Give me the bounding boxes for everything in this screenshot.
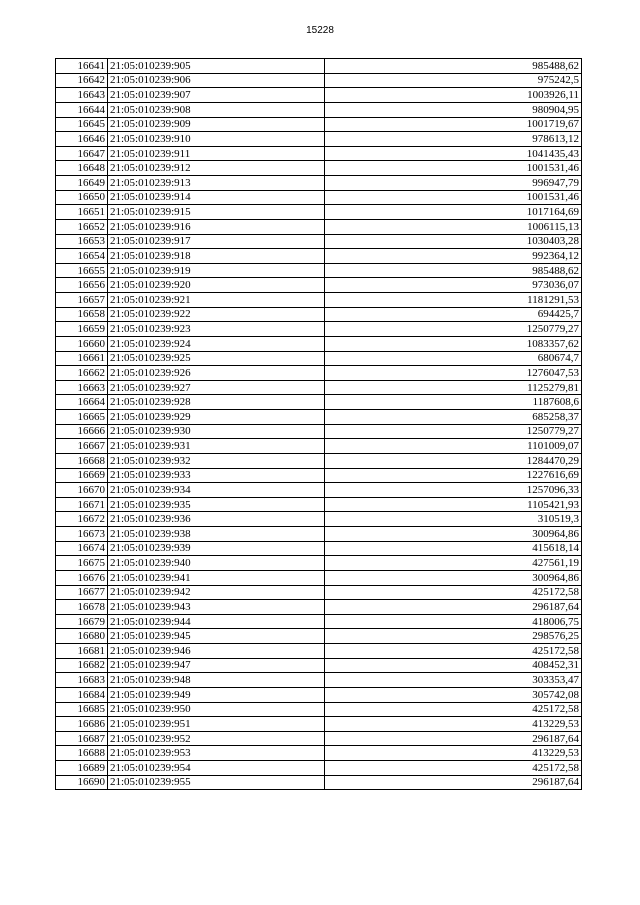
cadastral-value-cell: 300964,86 [325,527,582,542]
table-row [56,176,582,191]
cadastral-value-cell: 296187,64 [325,731,582,746]
table-row [56,439,582,454]
table-row [56,746,582,761]
cadastral-number-cell: 21:05:010239:924 [108,336,325,351]
cadastral-number-cell: 21:05:010239:906 [108,73,325,88]
table-row [56,146,582,161]
cadastral-value-cell: 1125279,81 [325,380,582,395]
cadastral-number-cell: 21:05:010239:920 [108,278,325,293]
cadastral-number-cell: 21:05:010239:916 [108,219,325,234]
cadastral-value-cell: 973036,07 [325,278,582,293]
table-row [56,73,582,88]
table-row [56,410,582,425]
row-number-cell: 16658 [56,307,108,322]
row-number-cell: 16667 [56,439,108,454]
table-row [56,351,582,366]
row-number-cell: 16675 [56,556,108,571]
cadastral-number-cell: 21:05:010239:923 [108,322,325,337]
row-number-cell: 16669 [56,468,108,483]
cadastral-number-cell: 21:05:010239:933 [108,468,325,483]
cadastral-value-cell: 296187,64 [325,775,582,790]
row-number-cell: 16690 [56,775,108,790]
table-row [56,761,582,776]
table-row [56,190,582,205]
table-row [56,468,582,483]
table-row [56,293,582,308]
cadastral-value-cell: 992364,12 [325,249,582,264]
cadastral-value-cell: 1284470,29 [325,453,582,468]
row-number-cell: 16641 [56,59,108,74]
cadastral-value-cell: 1030403,28 [325,234,582,249]
row-number-cell: 16677 [56,585,108,600]
cadastral-number-cell: 21:05:010239:953 [108,746,325,761]
row-number-cell: 16674 [56,541,108,556]
cadastral-value-cell: 996947,79 [325,176,582,191]
table-row [56,512,582,527]
table-row [56,278,582,293]
row-number-cell: 16649 [56,176,108,191]
page-number: 15228 [306,25,334,36]
row-number-cell: 16657 [56,293,108,308]
cadastral-number-cell: 21:05:010239:905 [108,59,325,74]
cadastral-value-cell: 1227616,69 [325,468,582,483]
cadastral-number-cell: 21:05:010239:907 [108,88,325,103]
cadastral-value-cell: 305742,08 [325,687,582,702]
row-number-cell: 16650 [56,190,108,205]
row-number-cell: 16648 [56,161,108,176]
row-number-cell: 16687 [56,731,108,746]
cadastral-value-cell: 1003926,11 [325,88,582,103]
table-row [56,102,582,117]
table-row [56,497,582,512]
cadastral-number-cell: 21:05:010239:928 [108,395,325,410]
table-row [56,263,582,278]
row-number-cell: 16664 [56,395,108,410]
table-row [56,775,582,790]
row-number-cell: 16661 [56,351,108,366]
cadastral-value-cell: 980904,95 [325,102,582,117]
cadastral-number-cell: 21:05:010239:910 [108,132,325,147]
cadastral-number-cell: 21:05:010239:935 [108,497,325,512]
table-row [56,453,582,468]
cadastral-value-cell: 680674,7 [325,351,582,366]
cadastral-number-cell: 21:05:010239:932 [108,453,325,468]
cadastral-number-cell: 21:05:010239:909 [108,117,325,132]
table-row [56,249,582,264]
cadastral-value-cell: 415618,14 [325,541,582,556]
cadastral-value-cell: 1001531,46 [325,161,582,176]
cadastral-value-cell: 1181291,53 [325,293,582,308]
cadastral-value-cell: 978613,12 [325,132,582,147]
row-number-cell: 16653 [56,234,108,249]
table-row [56,424,582,439]
row-number-cell: 16666 [56,424,108,439]
cadastral-value-cell: 408452,31 [325,658,582,673]
table-row [56,205,582,220]
cadastral-number-cell: 21:05:010239:921 [108,293,325,308]
table-row [56,219,582,234]
table-row [56,161,582,176]
row-number-cell: 16651 [56,205,108,220]
cadastral-number-cell: 21:05:010239:914 [108,190,325,205]
cadastral-number-cell: 21:05:010239:942 [108,585,325,600]
table-row [56,629,582,644]
cadastral-value-cell: 425172,58 [325,585,582,600]
cadastral-number-cell: 21:05:010239:917 [108,234,325,249]
cadastral-number-cell: 21:05:010239:954 [108,761,325,776]
table-row [56,322,582,337]
cadastral-value-cell: 1250779,27 [325,424,582,439]
row-number-cell: 16663 [56,380,108,395]
row-number-cell: 16644 [56,102,108,117]
table-row [56,366,582,381]
table-row [56,570,582,585]
cadastral-value-cell: 1105421,93 [325,497,582,512]
row-number-cell: 16685 [56,702,108,717]
cadastral-value-cell: 296187,64 [325,600,582,615]
row-number-cell: 16665 [56,410,108,425]
cadastral-value-cell: 1257096,33 [325,483,582,498]
table-row [56,395,582,410]
cadastral-number-cell: 21:05:010239:952 [108,731,325,746]
row-number-cell: 16668 [56,453,108,468]
row-number-cell: 16683 [56,673,108,688]
row-number-cell: 16671 [56,497,108,512]
cadastral-number-cell: 21:05:010239:945 [108,629,325,644]
row-number-cell: 16672 [56,512,108,527]
table-row [56,380,582,395]
cadastral-value-cell: 413229,53 [325,746,582,761]
table-row [56,585,582,600]
cadastral-value-cell: 427561,19 [325,556,582,571]
cadastral-number-cell: 21:05:010239:941 [108,570,325,585]
cadastral-value-cell: 685258,37 [325,410,582,425]
cadastral-value-cell: 1006115,13 [325,219,582,234]
cadastral-value-cell: 425172,58 [325,644,582,659]
row-number-cell: 16678 [56,600,108,615]
row-number-cell: 16670 [56,483,108,498]
table-row [56,658,582,673]
cadastral-value-cell: 985488,62 [325,59,582,74]
row-number-cell: 16656 [56,278,108,293]
table-body [56,59,582,790]
table-row [56,541,582,556]
cadastral-number-cell: 21:05:010239:922 [108,307,325,322]
table-row [56,88,582,103]
row-number-cell: 16652 [56,219,108,234]
cadastral-number-cell: 21:05:010239:943 [108,600,325,615]
table-row [56,483,582,498]
table-row [56,644,582,659]
cadastral-value-cell: 303353,47 [325,673,582,688]
cadastral-number-cell: 21:05:010239:944 [108,614,325,629]
row-number-cell: 16642 [56,73,108,88]
cadastral-number-cell: 21:05:010239:918 [108,249,325,264]
cadastral-value-cell: 985488,62 [325,263,582,278]
table-row [56,556,582,571]
row-number-cell: 16673 [56,527,108,542]
cadastral-number-cell: 21:05:010239:908 [108,102,325,117]
cadastral-number-cell: 21:05:010239:931 [108,439,325,454]
cadastral-value-cell: 694425,7 [325,307,582,322]
row-number-cell: 16688 [56,746,108,761]
cadastral-number-cell: 21:05:010239:938 [108,527,325,542]
cadastral-number-cell: 21:05:010239:946 [108,644,325,659]
cadastral-number-cell: 21:05:010239:940 [108,556,325,571]
cadastral-number-cell: 21:05:010239:913 [108,176,325,191]
cadastral-number-cell: 21:05:010239:948 [108,673,325,688]
cadastral-value-cell: 1017164,69 [325,205,582,220]
cadastral-number-cell: 21:05:010239:934 [108,483,325,498]
table-row [56,117,582,132]
cadastral-number-cell: 21:05:010239:927 [108,380,325,395]
cadastral-value-cell: 418006,75 [325,614,582,629]
row-number-cell: 16659 [56,322,108,337]
cadastral-number-cell: 21:05:010239:936 [108,512,325,527]
row-number-cell: 16679 [56,614,108,629]
cadastral-number-cell: 21:05:010239:919 [108,263,325,278]
table-row [56,234,582,249]
cadastral-value-cell: 1187608,6 [325,395,582,410]
row-number-cell: 16660 [56,336,108,351]
cadastral-value-cell: 1083357,62 [325,336,582,351]
row-number-cell: 16680 [56,629,108,644]
cadastral-value-cell: 413229,53 [325,717,582,732]
cadastral-value-cell: 425172,58 [325,702,582,717]
cadastral-number-cell: 21:05:010239:929 [108,410,325,425]
cadastral-number-cell: 21:05:010239:951 [108,717,325,732]
table-row [56,527,582,542]
row-number-cell: 16682 [56,658,108,673]
table-row [56,731,582,746]
table-row [56,717,582,732]
table-row [56,59,582,74]
cadastral-number-cell: 21:05:010239:947 [108,658,325,673]
cadastral-value-cell: 1101009,07 [325,439,582,454]
table-row [56,600,582,615]
cadastral-number-cell: 21:05:010239:955 [108,775,325,790]
cadastral-number-cell: 21:05:010239:930 [108,424,325,439]
row-number-cell: 16681 [56,644,108,659]
cadastral-number-cell: 21:05:010239:912 [108,161,325,176]
cadastral-number-cell: 21:05:010239:949 [108,687,325,702]
cadastral-number-cell: 21:05:010239:915 [108,205,325,220]
cadastral-number-cell: 21:05:010239:926 [108,366,325,381]
cadastral-value-cell: 425172,58 [325,761,582,776]
table-row [56,673,582,688]
row-number-cell: 16643 [56,88,108,103]
cadastral-number-cell: 21:05:010239:939 [108,541,325,556]
row-number-cell: 16684 [56,687,108,702]
row-number-cell: 16654 [56,249,108,264]
row-number-cell: 16645 [56,117,108,132]
row-number-cell: 16647 [56,146,108,161]
row-number-cell: 16662 [56,366,108,381]
cadastral-value-table [55,58,582,790]
row-number-cell: 16655 [56,263,108,278]
row-number-cell: 16689 [56,761,108,776]
cadastral-value-cell: 1276047,53 [325,366,582,381]
table-row [56,132,582,147]
cadastral-number-cell: 21:05:010239:925 [108,351,325,366]
row-number-cell: 16646 [56,132,108,147]
cadastral-value-cell: 1001531,46 [325,190,582,205]
row-number-cell: 16686 [56,717,108,732]
table-row [56,614,582,629]
cadastral-value-cell: 1001719,67 [325,117,582,132]
cadastral-value-cell: 1250779,27 [325,322,582,337]
cadastral-value-cell: 975242,5 [325,73,582,88]
cadastral-number-cell: 21:05:010239:950 [108,702,325,717]
cadastral-value-cell: 300964,86 [325,570,582,585]
cadastral-value-cell: 1041435,43 [325,146,582,161]
table-row [56,307,582,322]
table-row [56,336,582,351]
table-row [56,687,582,702]
cadastral-value-cell: 310519,3 [325,512,582,527]
row-number-cell: 16676 [56,570,108,585]
cadastral-number-cell: 21:05:010239:911 [108,146,325,161]
table-row [56,702,582,717]
cadastral-value-cell: 298576,25 [325,629,582,644]
